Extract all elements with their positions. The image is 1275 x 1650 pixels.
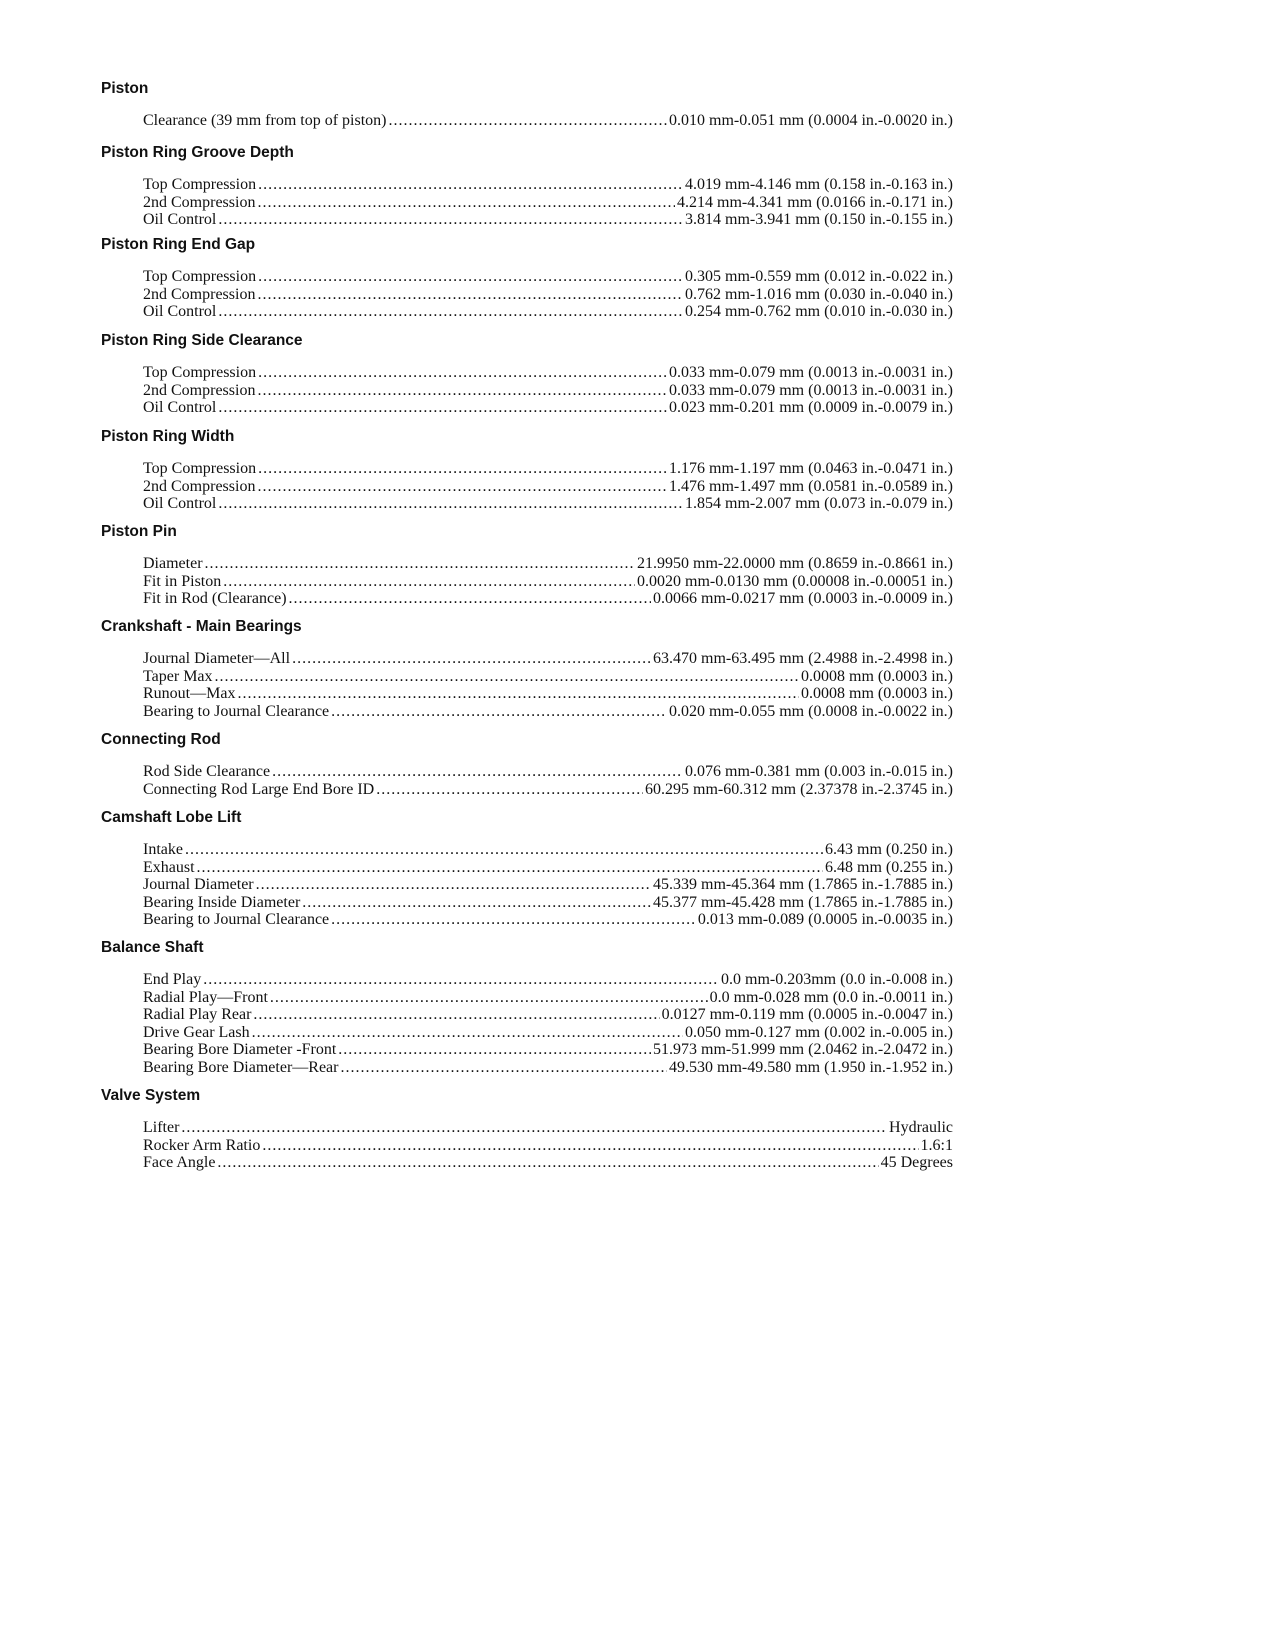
section-valve-system [101,1085,953,1180]
spec-value: 45 Degrees [880,1154,953,1172]
spec-label: 2nd Compression [143,193,256,211]
spec-value: 0.0008 mm (0.0003 in.) [801,685,953,703]
spec-row [143,399,953,417]
spec-row [143,1137,953,1155]
spec-value: 49.530 mm-49.580 mm (1.950 in.-1.952 in.) [669,1058,953,1076]
spec-row [143,555,953,573]
spec-value: 4.019 mm-4.146 mm (0.158 in.-0.163 in.) [685,176,953,193]
spec-value: 1.6:1 [920,1136,953,1154]
spec-row [143,573,953,591]
spec-value: 0.0127 mm-0.119 mm (0.0005 in.-0.0047 in.) [661,1006,953,1024]
spec-label: Top Compression [143,176,257,193]
dot-leader [262,1137,918,1155]
dot-leader [215,668,799,686]
dot-leader [252,1024,683,1042]
spec-label: End Play [143,971,202,988]
spec-label: Drive Gear Lash [143,1023,250,1041]
spec-label: Oil Control [143,399,217,417]
section-heading: Piston [101,80,149,97]
section-heading: Valve System [101,1087,201,1104]
spec-label: Oil Control [143,211,217,229]
spec-value: 45.377 mm-45.428 mm (1.7865 in.-1.7885 in.) [653,893,953,911]
spec-value: 1.176 mm-1.197 mm (0.0463 in.-0.0471 in.) [669,460,953,477]
spec-row [143,703,953,721]
spec-label: Fit in Piston [143,572,222,590]
spec-row [143,650,953,668]
spec-label: Bearing to Journal Clearance [143,702,330,720]
spec-value: 0.0 mm-0.028 mm (0.0 in.-0.0011 in.) [709,988,953,1006]
spec-list [143,650,953,720]
spec-row [143,1059,953,1077]
spec-value: Hydraulic [889,1119,953,1136]
section-heading: Piston Pin [101,523,177,540]
spec-row [143,841,953,859]
spec-label: Lifter [143,1119,180,1136]
spec-row [143,989,953,1007]
spec-label: Runout—Max [143,685,236,703]
spec-row [143,859,953,877]
spec-value: 0.0008 mm (0.0003 in.) [801,667,953,685]
dot-leader [218,211,683,229]
dot-leader [258,460,667,478]
spec-label: 2nd Compression [143,381,256,399]
spec-list [143,460,953,513]
section-heading: Piston Ring Side Clearance [101,332,303,349]
spec-row [143,1024,953,1042]
spec-label: Top Compression [143,460,257,477]
section-heading: Piston Ring Width [101,428,235,445]
section-heading: Connecting Rod [101,731,221,748]
spec-label: Fit in Rod (Clearance) [143,590,287,608]
spec-row [143,460,953,478]
dot-leader [205,555,635,573]
dot-leader [270,989,708,1007]
section-piston-pin [101,521,953,616]
dot-leader [223,573,635,591]
spec-value: 0.020 mm-0.055 mm (0.0008 in.-0.0022 in.) [669,702,953,720]
section-camshaft-lobe-lift [101,807,953,937]
spec-label: 2nd Compression [143,285,256,303]
spec-row [143,668,953,686]
spec-row [143,303,953,321]
spec-label: Oil Control [143,495,217,513]
section-heading: Camshaft Lobe Lift [101,809,242,826]
dot-leader [257,194,675,212]
spec-list [143,971,953,1077]
dot-leader [197,859,823,877]
spec-row [143,781,953,799]
spec-value: 51.973 mm-51.999 mm (2.0462 in.-2.0472 in.) [653,1041,953,1059]
section-piston [101,78,953,142]
dot-leader [376,781,643,799]
dot-leader [257,478,667,496]
spec-row [143,382,953,400]
spec-row [143,194,953,212]
spec-value: 6.48 mm (0.255 in.) [825,858,953,876]
spec-value: 60.295 mm-60.312 mm (2.37378 in.-2.3745 in.) [645,780,953,798]
dot-leader [217,1154,878,1172]
spec-row [143,685,953,703]
spec-label: Face Angle [143,1154,216,1172]
spec-row [143,1119,953,1137]
spec-row [143,176,953,194]
spec-label: Rocker Arm Ratio [143,1136,261,1154]
dot-leader [218,399,667,417]
dot-leader [258,268,683,286]
dot-leader [292,650,651,668]
spec-label: Intake [143,841,183,858]
spec-value: 1.854 mm-2.007 mm (0.073 in.-0.079 in.) [685,495,953,513]
section-heading: Piston Ring End Gap [101,236,256,253]
dot-leader [258,176,683,194]
spec-value: 1.476 mm-1.497 mm (0.0581 in.-0.0589 in.) [669,477,953,495]
section-piston-ring-groove-depth [101,142,953,234]
dot-leader [258,364,667,382]
dot-leader [302,894,651,912]
dot-leader [237,685,799,703]
spec-value: 0.0020 mm-0.0130 mm (0.00008 in.-0.00051 in.) [637,572,953,590]
spec-row [143,1041,953,1059]
spec-value: 0.305 mm-0.559 mm (0.012 in.-0.022 in.) [685,268,953,285]
spec-label: Bearing Bore Diameter -Front [143,1041,337,1059]
spec-value: 0.254 mm-0.762 mm (0.010 in.-0.030 in.) [685,303,953,321]
spec-value: 3.814 mm-3.941 mm (0.150 in.-0.155 in.) [685,211,953,229]
spec-list [143,112,953,130]
spec-row [143,876,953,894]
spec-value: 0.076 mm-0.381 mm (0.003 in.-0.015 in.) [685,763,953,780]
section-heading: Crankshaft - Main Bearings [101,618,302,635]
spec-label: Top Compression [143,364,257,381]
spec-value: 0.0 mm-0.203mm (0.0 in.-0.008 in.) [721,971,953,988]
spec-value: 0.033 mm-0.079 mm (0.0013 in.-0.0031 in.) [669,364,953,381]
spec-list [143,841,953,929]
spec-list [143,176,953,229]
spec-label: Bearing Inside Diameter [143,893,301,911]
spec-value: 0.013 mm-0.089 (0.0005 in.-0.0035 in.) [697,911,953,929]
spec-row [143,1006,953,1024]
spec-document [101,78,953,1180]
spec-row [143,763,953,781]
spec-row [143,495,953,513]
spec-row [143,268,953,286]
spec-row [143,286,953,304]
spec-value: 0.033 mm-0.079 mm (0.0013 in.-0.0031 in.) [669,381,953,399]
spec-list [143,1119,953,1172]
section-crankshaft-main-bearings [101,616,953,729]
dot-leader [218,303,683,321]
spec-row [143,971,953,989]
section-piston-ring-end-gap [101,234,953,330]
spec-value: 4.214 mm-4.341 mm (0.0166 in.-0.171 in.) [677,193,953,211]
spec-label: Journal Diameter [143,876,254,894]
dot-leader [256,876,651,894]
spec-row [143,911,953,929]
dot-leader [257,382,667,400]
section-connecting-rod [101,729,953,807]
dot-leader [253,1006,659,1024]
section-piston-ring-width [101,426,953,521]
dot-leader [338,1041,651,1059]
spec-label: Connecting Rod Large End Bore ID [143,780,375,798]
spec-row [143,590,953,608]
spec-row [143,364,953,382]
dot-leader [389,112,668,130]
dot-leader [289,590,652,608]
spec-label: 2nd Compression [143,477,256,495]
dot-leader [185,841,823,859]
spec-label: Top Compression [143,268,257,285]
spec-label: Diameter [143,555,203,572]
dot-leader [331,911,696,929]
spec-list [143,268,953,321]
spec-row [143,112,953,130]
spec-label: Exhaust [143,858,195,876]
dot-leader [218,495,683,513]
spec-label: Taper Max [143,667,213,685]
spec-value: 0.050 mm-0.127 mm (0.002 in.-0.005 in.) [685,1023,953,1041]
dot-leader [181,1119,887,1137]
spec-label: Bearing to Journal Clearance [143,911,330,929]
dot-leader [257,286,683,304]
spec-label: Radial Play Rear [143,1006,252,1024]
spec-label: Clearance (39 mm from top of piston) [143,112,387,129]
spec-row [143,894,953,912]
spec-label: Bearing Bore Diameter—Rear [143,1058,339,1076]
spec-value: 0.023 mm-0.201 mm (0.0009 in.-0.0079 in.) [669,399,953,417]
spec-row [143,1154,953,1172]
spec-value: 0.010 mm-0.051 mm (0.0004 in.-0.0020 in.) [669,112,953,129]
spec-value: 63.470 mm-63.495 mm (2.4988 in.-2.4998 in.) [653,650,953,667]
spec-label: Oil Control [143,303,217,321]
spec-row [143,478,953,496]
dot-leader [272,763,683,781]
spec-label: Radial Play—Front [143,988,268,1006]
spec-label: Rod Side Clearance [143,763,271,780]
section-heading: Balance Shaft [101,939,204,956]
spec-value: 0.762 mm-1.016 mm (0.030 in.-0.040 in.) [685,285,953,303]
dot-leader [203,971,719,989]
section-heading: Piston Ring Groove Depth [101,144,294,161]
spec-list [143,763,953,798]
dot-leader [331,703,667,721]
spec-row [143,211,953,229]
spec-value: 0.0066 mm-0.0217 mm (0.0003 in.-0.0009 in.) [653,590,953,608]
spec-value: 45.339 mm-45.364 mm (1.7865 in.-1.7885 in.) [653,876,953,894]
spec-value: 21.9950 mm-22.0000 mm (0.8659 in.-0.8661 in.) [637,555,953,572]
spec-list [143,555,953,608]
section-piston-ring-side-clearance [101,330,953,426]
spec-value: 6.43 mm (0.250 in.) [825,841,953,858]
spec-label: Journal Diameter—All [143,650,291,667]
spec-list [143,364,953,417]
section-balance-shaft [101,937,953,1085]
dot-leader [340,1059,667,1077]
